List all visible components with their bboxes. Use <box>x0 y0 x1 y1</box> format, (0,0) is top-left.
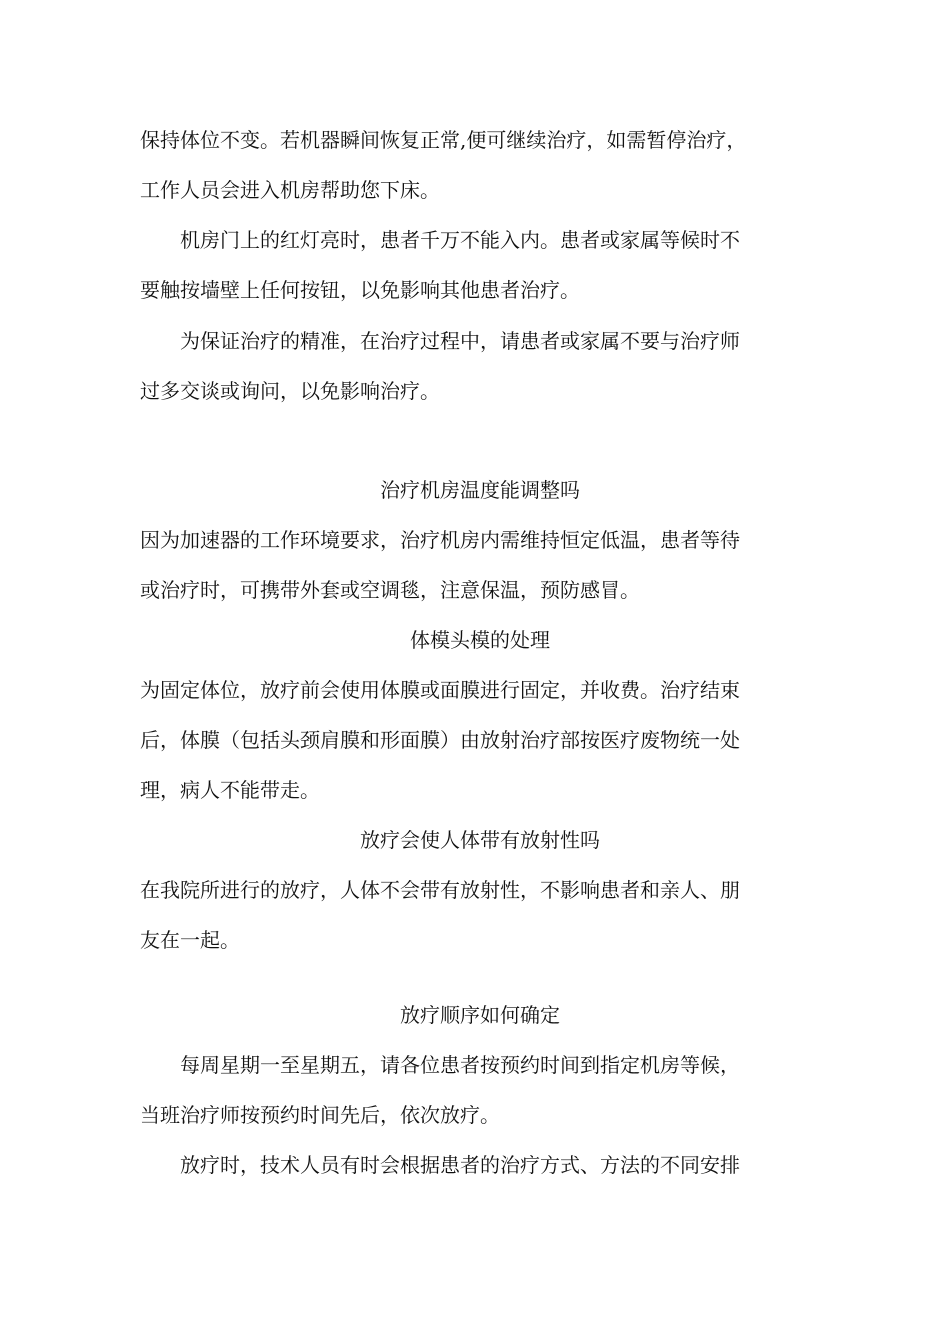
body-text-line: 因为加速器的工作环境要求，治疗机房内需维持恒定低温，患者等待 <box>140 528 740 552</box>
body-text-line: 要触按墙壁上任何按钮，以免影响其他患者治疗。 <box>140 278 580 302</box>
section-heading-temperature: 治疗机房温度能调整吗 <box>380 478 580 502</box>
section-heading-treatment-order: 放疗顺序如何确定 <box>400 1003 560 1027</box>
section-heading-radioactivity: 放疗会使人体带有放射性吗 <box>360 828 600 852</box>
body-text-line: 后，体膜（包括头颈肩膜和形面膜）由放射治疗部按医疗废物统一处 <box>140 728 740 752</box>
body-text-line: 理，病人不能带走。 <box>140 778 320 802</box>
body-text-line: 在我院所进行的放疗，人体不会带有放射性，不影响患者和亲人、朋 <box>140 878 740 902</box>
body-text-line: 为固定体位，放疗前会使用体膜或面膜进行固定，并收费。治疗结束 <box>140 678 740 702</box>
paragraph-first-line: 放疗时，技术人员有时会根据患者的治疗方式、方法的不同安排 <box>180 1153 740 1177</box>
paragraph-first-line: 机房门上的红灯亮时，患者千万不能入内。患者或家属等候时不 <box>180 228 740 252</box>
body-text-line: 友在一起。 <box>140 928 240 952</box>
body-text-line: 或治疗时，可携带外套或空调毯，注意保温，预防感冒。 <box>140 578 640 602</box>
body-text-line: 过多交谈或询问，以免影响治疗。 <box>140 379 440 403</box>
paragraph-first-line: 为保证治疗的精准，在治疗过程中，请患者或家属不要与治疗师 <box>180 329 740 353</box>
body-text-line: 当班治疗师按预约时间先后，依次放疗。 <box>140 1103 500 1127</box>
body-text-line: 保持体位不变。若机器瞬间恢复正常,便可继续治疗，如需暂停治疗， <box>140 128 747 152</box>
body-text-line: 工作人员会进入机房帮助您下床。 <box>140 178 440 202</box>
section-heading-body-mold: 体模头模的处理 <box>410 628 550 652</box>
paragraph-first-line: 每周星期一至星期五，请各位患者按预约时间到指定机房等候， <box>180 1053 740 1077</box>
